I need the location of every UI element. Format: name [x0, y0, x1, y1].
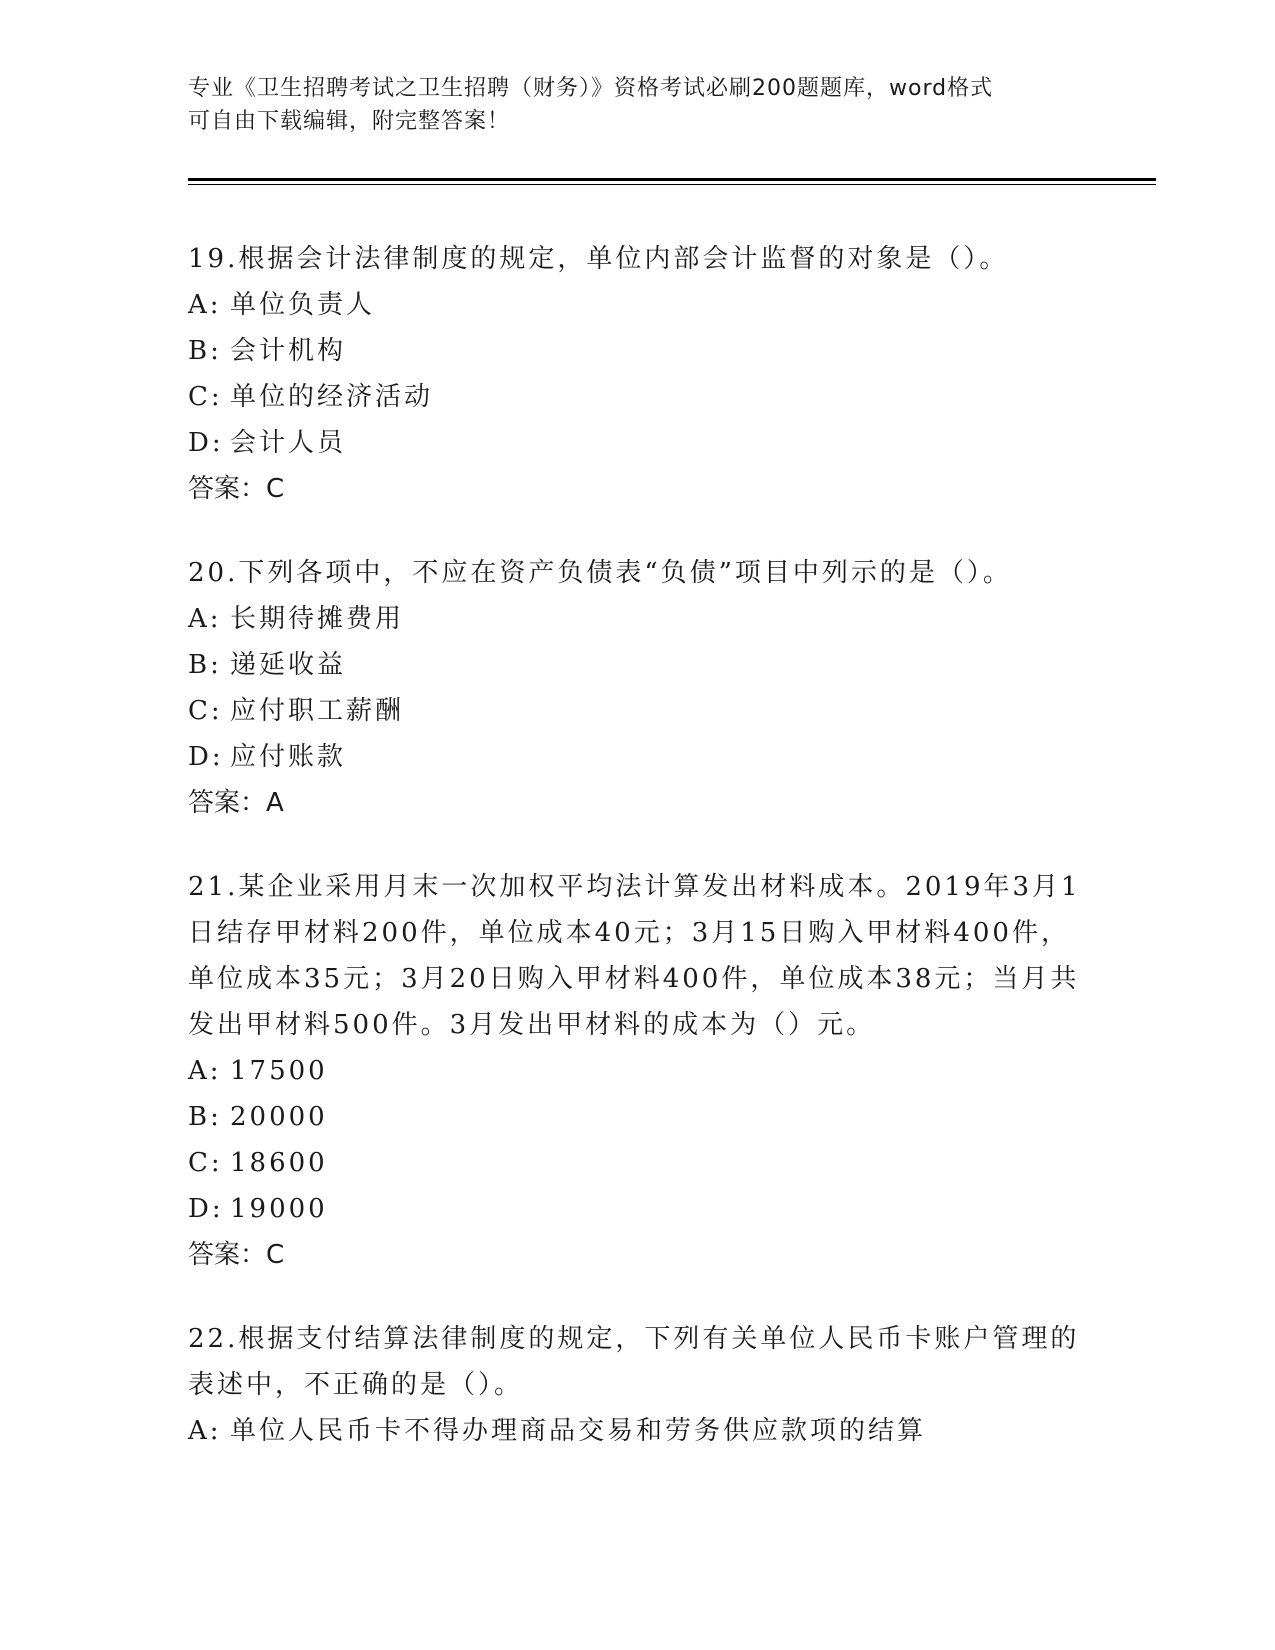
option-text: 17500	[230, 1056, 328, 1086]
option-letter: A:	[188, 290, 222, 320]
option-b	[188, 1094, 1088, 1140]
option-letter: D:	[188, 742, 224, 772]
answer-line: 答案：A	[188, 788, 284, 818]
question-list	[188, 236, 1088, 1492]
option-text: 单位人民币卡不得办理商品交易和劳务供应款项的结算	[230, 1416, 927, 1446]
option-c	[188, 688, 1088, 734]
option-text: 20000	[230, 1102, 328, 1132]
option-c	[188, 1140, 1088, 1186]
header-divider-thick	[188, 178, 1156, 181]
option-letter: A:	[188, 1056, 222, 1086]
option-b	[188, 642, 1088, 688]
option-letter: B:	[188, 336, 222, 366]
option-d	[188, 1186, 1088, 1232]
option-letter: D:	[188, 428, 224, 458]
option-text: 会计人员	[230, 428, 347, 458]
answer-line: 答案：C	[188, 1240, 285, 1270]
option-text: 19000	[230, 1194, 328, 1224]
option-text: 单位的经济活动	[230, 382, 434, 412]
option-a	[188, 596, 1088, 642]
question-stem: 21.某企业采用月末一次加权平均法计算发出材料成本。2019年3月1日结存甲材料200件，单位成本40元；3月15日购入甲材料400件，单位成本35元；3月20日购入甲材料400件，单位成本38元；当月共发出甲材料500件。3月发出甲材料的成本为（）元。	[188, 872, 1081, 1040]
option-letter: B:	[188, 1102, 222, 1132]
option-text: 递延收益	[230, 650, 347, 680]
option-a	[188, 1048, 1088, 1094]
answer-line: 答案：C	[188, 474, 285, 504]
option-b	[188, 328, 1088, 374]
option-letter: C:	[188, 1148, 223, 1178]
option-d	[188, 420, 1088, 466]
option-letter: C:	[188, 382, 223, 412]
option-text: 应付账款	[230, 742, 347, 772]
option-text: 长期待摊费用	[230, 604, 405, 634]
question-stem: 22.根据支付结算法律制度的规定，下列有关单位人民币卡账户管理的表述中，不正确的是（）。	[188, 1324, 1080, 1400]
question-21	[188, 864, 1088, 1278]
option-letter: D:	[188, 1194, 224, 1224]
option-letter: C:	[188, 696, 223, 726]
question-stem: 19.根据会计法律制度的规定，单位内部会计监督的对象是（）。	[188, 244, 1009, 274]
header-line-1: 专业《卫生招聘考试之卫生招聘（财务）》资格考试必刷200题题库，word格式	[188, 76, 994, 101]
header-line-2: 可自由下载编辑，附完整答案！	[188, 109, 511, 134]
option-text: 18600	[230, 1148, 328, 1178]
option-text: 应付职工薪酬	[230, 696, 405, 726]
option-text: 会计机构	[230, 336, 347, 366]
question-20	[188, 550, 1088, 826]
option-letter: A:	[188, 604, 222, 634]
option-c	[188, 374, 1088, 420]
document-header	[188, 72, 1088, 138]
question-22	[188, 1316, 1088, 1454]
option-a	[188, 282, 1088, 328]
option-d	[188, 734, 1088, 780]
option-letter: B:	[188, 650, 222, 680]
question-19	[188, 236, 1088, 512]
option-text: 单位负责人	[230, 290, 376, 320]
header-divider-thin	[188, 184, 1156, 185]
option-letter: A:	[188, 1416, 222, 1446]
question-stem: 20.下列各项中，不应在资产负债表“负债”项目中列示的是（）。	[188, 558, 1012, 588]
option-a	[188, 1408, 1088, 1454]
